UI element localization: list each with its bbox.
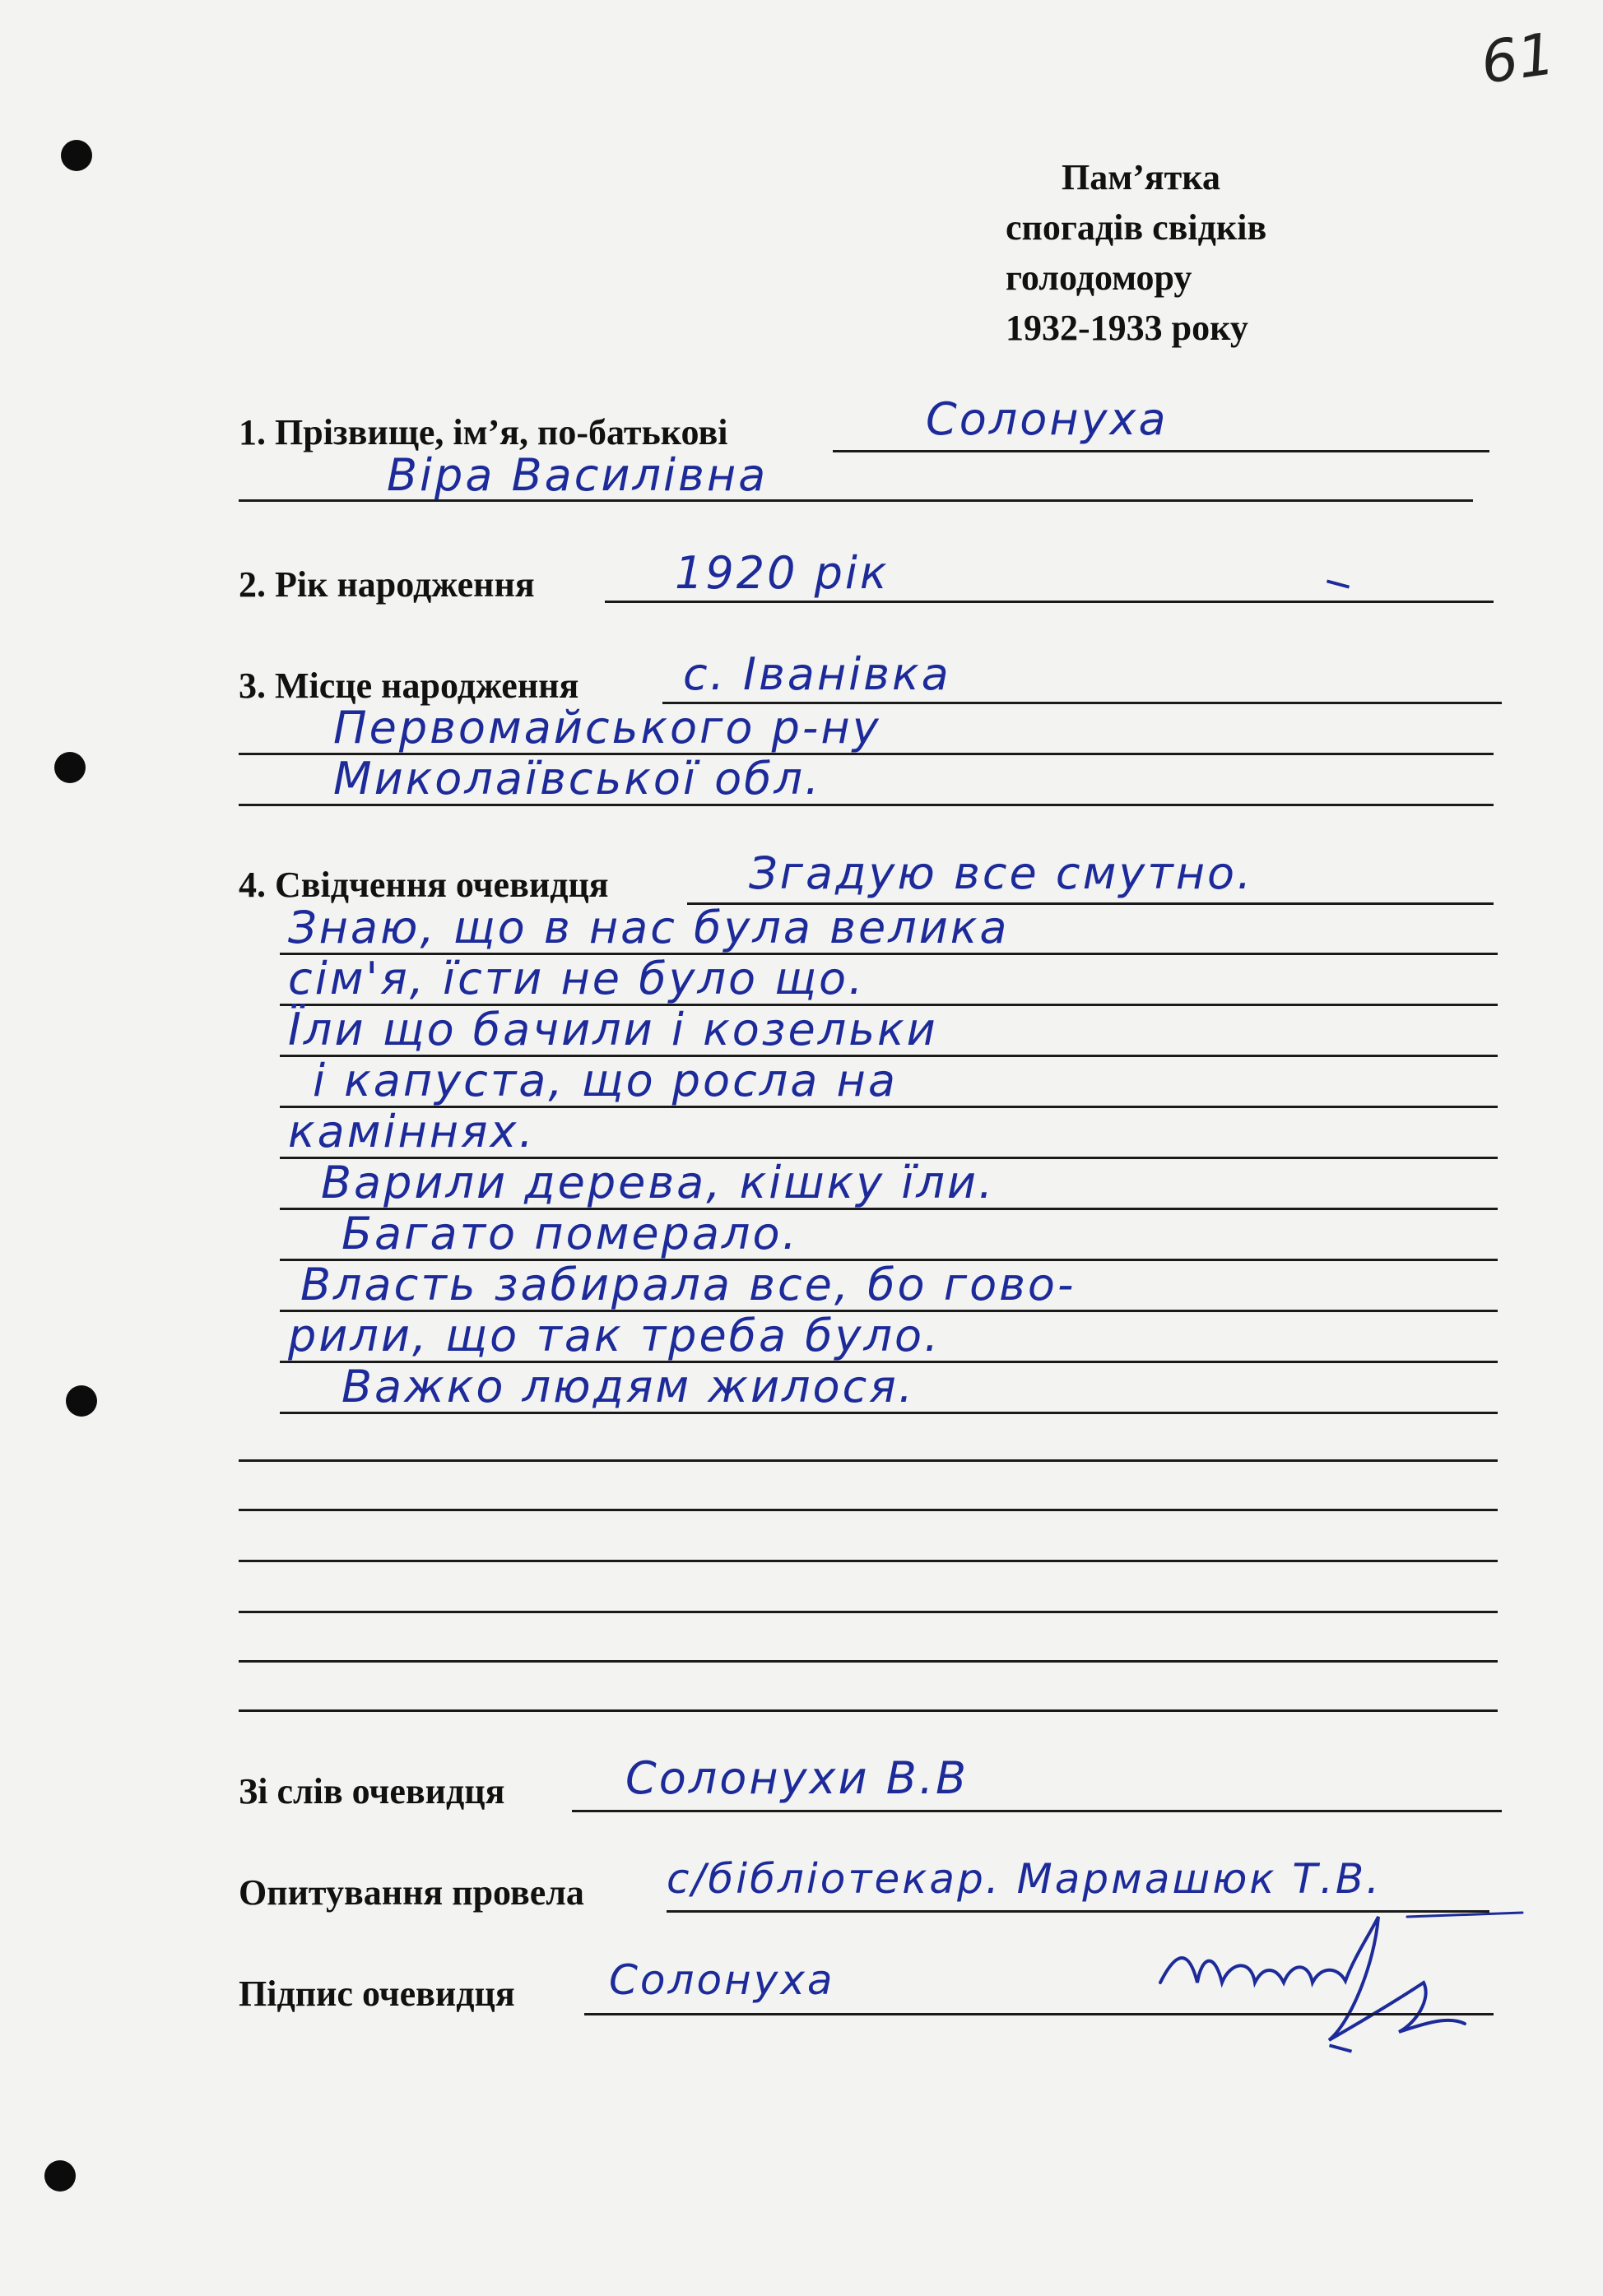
birth-place-value-3: Миколаївської обл. [333, 753, 822, 805]
interviewer-value: с/бібліотекар. Мармашюк Т.В. [667, 1855, 1382, 1903]
testimony-label: 4. Свідчення очевидця [239, 865, 609, 905]
from-words-line[interactable] [572, 1810, 1502, 1812]
page-number: 61 [1476, 20, 1559, 97]
birth-year-label: 2. Рік народження [239, 564, 535, 605]
testimony-text-3: сім'я, їсти не було що. [288, 953, 866, 1004]
testimony-text-4: Їли що бачили і козельки [288, 1004, 938, 1055]
title-line-3: голодомору [1006, 257, 1192, 298]
punch-hole-1 [61, 140, 92, 171]
name-line-1[interactable] [833, 450, 1489, 452]
pen-mark-1 [1327, 579, 1350, 588]
signature-label: Підпис очевидця [239, 1974, 515, 2014]
interviewer-label: Опитування провела [239, 1872, 584, 1913]
birth-place-value-2: Первомайського р-ну [333, 702, 881, 754]
testimony-line-17[interactable] [239, 1709, 1498, 1712]
testimony-text-11: Важко людям жилося. [342, 1361, 915, 1412]
signature-line[interactable] [584, 2013, 1494, 2015]
testimony-text-2: Знаю, що в нас була велика [288, 902, 1010, 953]
title-line-2: спогадів свідків [1006, 207, 1267, 248]
interviewer-signature-scribble [1152, 1900, 1531, 2057]
birth-place-value-1: с. Іванівка [683, 648, 951, 700]
title-line-1: Пам’ятка [1062, 157, 1220, 197]
testimony-line-15[interactable] [239, 1611, 1498, 1613]
testimony-text-1: Згадую все смутно. [749, 847, 1254, 899]
testimony-line-13[interactable] [239, 1509, 1498, 1511]
birth-place-label: 3. Місце народження [239, 666, 579, 706]
birth-year-value: 1920 рік [675, 547, 890, 599]
name-value-1: Солонуха [926, 393, 1169, 445]
punch-hole-3 [66, 1385, 97, 1417]
testimony-text-6: каміннях. [288, 1106, 536, 1157]
testimony-text-5: і капуста, що росла на [313, 1055, 898, 1106]
title-line-4: 1932-1933 року [1006, 308, 1248, 348]
signature-value: Солонуха [609, 1956, 835, 2004]
testimony-text-9: Власть забирала все, бо гово- [300, 1259, 1076, 1310]
birth-year-line[interactable] [605, 601, 1494, 603]
testimony-line-16[interactable] [239, 1660, 1498, 1663]
testimony-line-14[interactable] [239, 1560, 1498, 1562]
from-words-label: Зі слів очевидця [239, 1771, 505, 1811]
testimony-line-12[interactable] [239, 1459, 1498, 1462]
from-words-value: Солонухи В.В [625, 1752, 969, 1804]
testimony-text-7: Варили дерева, кішку їли. [321, 1157, 996, 1208]
punch-hole-4 [44, 2160, 76, 2192]
name-label: 1. Прізвище, ім’я, по-батькові [239, 412, 728, 452]
testimony-text-10: рили, що так треба було. [288, 1310, 941, 1361]
document-title [1006, 152, 1266, 353]
punch-hole-2 [54, 752, 86, 783]
name-value-2: Віра Василівна [387, 449, 769, 501]
testimony-text-8: Багато померало. [342, 1208, 799, 1259]
